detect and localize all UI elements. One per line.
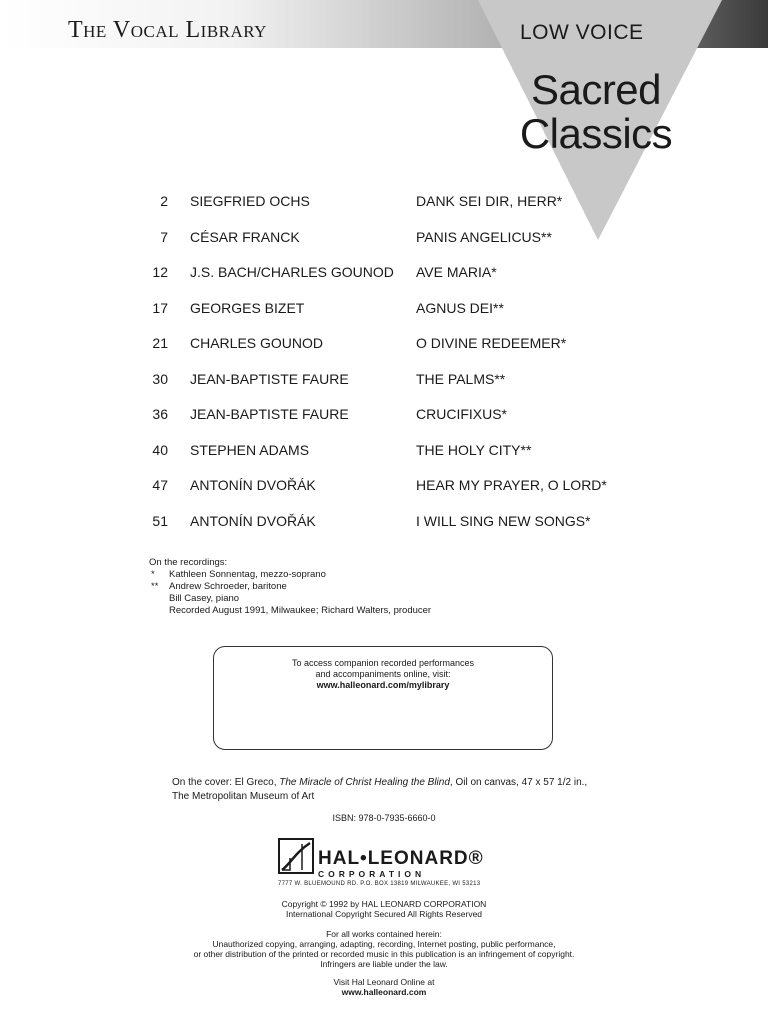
recordings-heading [149, 557, 227, 569]
toc-row [140, 371, 660, 407]
toc-row [140, 406, 660, 442]
access-line-2: and accompaniments online, visit: [315, 669, 451, 679]
toc-composer: STEPHEN ADAMS [190, 441, 310, 458]
recording-text: Recorded August 1991, Milwaukee; Richard Walters, producer [169, 605, 432, 616]
cover-credit [172, 776, 587, 804]
toc-song-title: CRUCIFIXUS* [416, 406, 508, 422]
table-of-contents [140, 193, 660, 548]
recording-credit [149, 581, 287, 593]
toc-page-number: 21 [152, 335, 168, 351]
toc-song-title: AVE MARIA* [416, 264, 497, 280]
toc-row [140, 229, 660, 265]
library-title: The Vocal Library [68, 17, 267, 43]
copyright-line-2: International Copyright Secured All Rights Reserved [285, 909, 483, 919]
toc-row [140, 193, 660, 229]
toc-composer: JEAN-BAPTISTE FAURE [190, 370, 349, 387]
toc-song-title: AGNUS DEI** [416, 299, 504, 316]
toc-song-title: THE HOLY CITY** [416, 441, 532, 458]
publisher-corporation: CORPORATION [318, 869, 426, 879]
warning-line-4: Infringers are liable under the law. [320, 959, 448, 969]
recording-mark: ** [151, 581, 159, 592]
publisher-logo [278, 838, 508, 890]
toc-row [140, 300, 660, 336]
warning-line-2: Unauthorized copying, arranging, adapting, recording, Internet posting, public performance, [212, 939, 556, 949]
toc-page-number: 36 [152, 406, 168, 422]
book-title-line1: Sacred [530, 66, 662, 113]
recording-text: Bill Casey, piano [169, 593, 240, 604]
access-url: www.halleonard.com/mylibrary [316, 680, 450, 690]
copyright-warning [0, 929, 768, 969]
voice-label: LOW VOICE [520, 21, 644, 44]
isbn: ISBN: 978-0-7935-6660-0 [332, 813, 436, 823]
recording-mark: * [151, 569, 155, 580]
recordings-credits [149, 557, 432, 617]
toc-composer: ANTONÍN DVOŘÁK [190, 512, 316, 529]
cover-credit-suffix: , Oil on canvas, 47 x 57 1/2 in., [449, 777, 588, 788]
cover-credit-prefix: On the cover: El Greco, [172, 777, 280, 788]
visit-online [0, 977, 768, 997]
recording-credit [149, 593, 240, 605]
toc-page-number: 40 [152, 441, 168, 458]
toc-song-title: PANIS ANGELICUS** [416, 228, 552, 245]
online-access-box [213, 646, 553, 750]
toc-page-number: 7 [160, 228, 168, 245]
publisher-address: 7777 W. BLUEMOUND RD. P.O. BOX 13819 MILWAUKEE, WI 53213 [278, 881, 481, 887]
toc-page-number: 12 [152, 264, 168, 280]
toc-composer: CÉSAR FRANCK [190, 228, 300, 245]
recording-credit [149, 569, 326, 581]
toc-composer: GEORGES BIZET [190, 299, 305, 316]
recording-text: Kathleen Sonnentag, mezzo-soprano [169, 569, 326, 580]
recordings-heading-text: On the recordings: [149, 557, 228, 568]
access-line-1: To access companion recorded performances [291, 658, 475, 668]
toc-page-number: 47 [152, 477, 168, 493]
visit-line: Visit Hal Leonard Online at [333, 977, 435, 987]
toc-row [140, 335, 660, 371]
cover-credit-line-1 [172, 776, 587, 790]
book-title [500, 68, 692, 156]
toc-song-title: HEAR MY PRAYER, O LORD* [416, 477, 607, 493]
toc-composer: J.S. BACH/CHARLES GOUNOD [190, 264, 394, 280]
toc-composer: CHARLES GOUNOD [190, 335, 324, 351]
toc-row [140, 477, 660, 513]
toc-song-title: DANK SEI DIR, HERR* [416, 193, 563, 209]
copyright-notice [0, 899, 768, 919]
toc-song-title: O DIVINE REDEEMER* [416, 335, 567, 351]
toc-composer: SIEGFRIED OCHS [190, 193, 310, 209]
toc-composer: JEAN-BAPTISTE FAURE [190, 406, 349, 422]
visit-url: www.halleonard.com [341, 987, 427, 997]
copyright-line-1: Copyright © 1992 by HAL LEONARD CORPORATION [281, 899, 487, 909]
toc-composer: ANTONÍN DVOŘÁK [190, 477, 316, 493]
toc-row [140, 442, 660, 478]
toc-page-number: 51 [152, 512, 168, 529]
recording-credit [149, 605, 432, 617]
toc-page-number: 30 [152, 370, 168, 387]
toc-page-number: 17 [152, 299, 168, 316]
toc-row [140, 264, 660, 300]
book-title-line2: Classics [519, 110, 673, 157]
hal-leonard-logo-icon [278, 838, 314, 874]
toc-page-number: 2 [160, 193, 168, 209]
warning-line-3: or other distribution of the printed or recorded music in this publication is an infringement of copyright. [193, 949, 575, 959]
cover-credit-line-2: The Metropolitan Museum of Art [172, 791, 315, 802]
toc-row [140, 513, 660, 549]
cover-artwork-title: The Miracle of Christ Healing the Blind [279, 777, 450, 788]
publisher-name: HAL•LEONARD® [318, 848, 484, 869]
recording-text: Andrew Schroeder, baritone [169, 581, 287, 592]
toc-song-title: THE PALMS** [416, 370, 506, 387]
toc-song-title: I WILL SING NEW SONGS* [416, 512, 591, 529]
warning-line-1: For all works contained herein: [326, 929, 442, 939]
